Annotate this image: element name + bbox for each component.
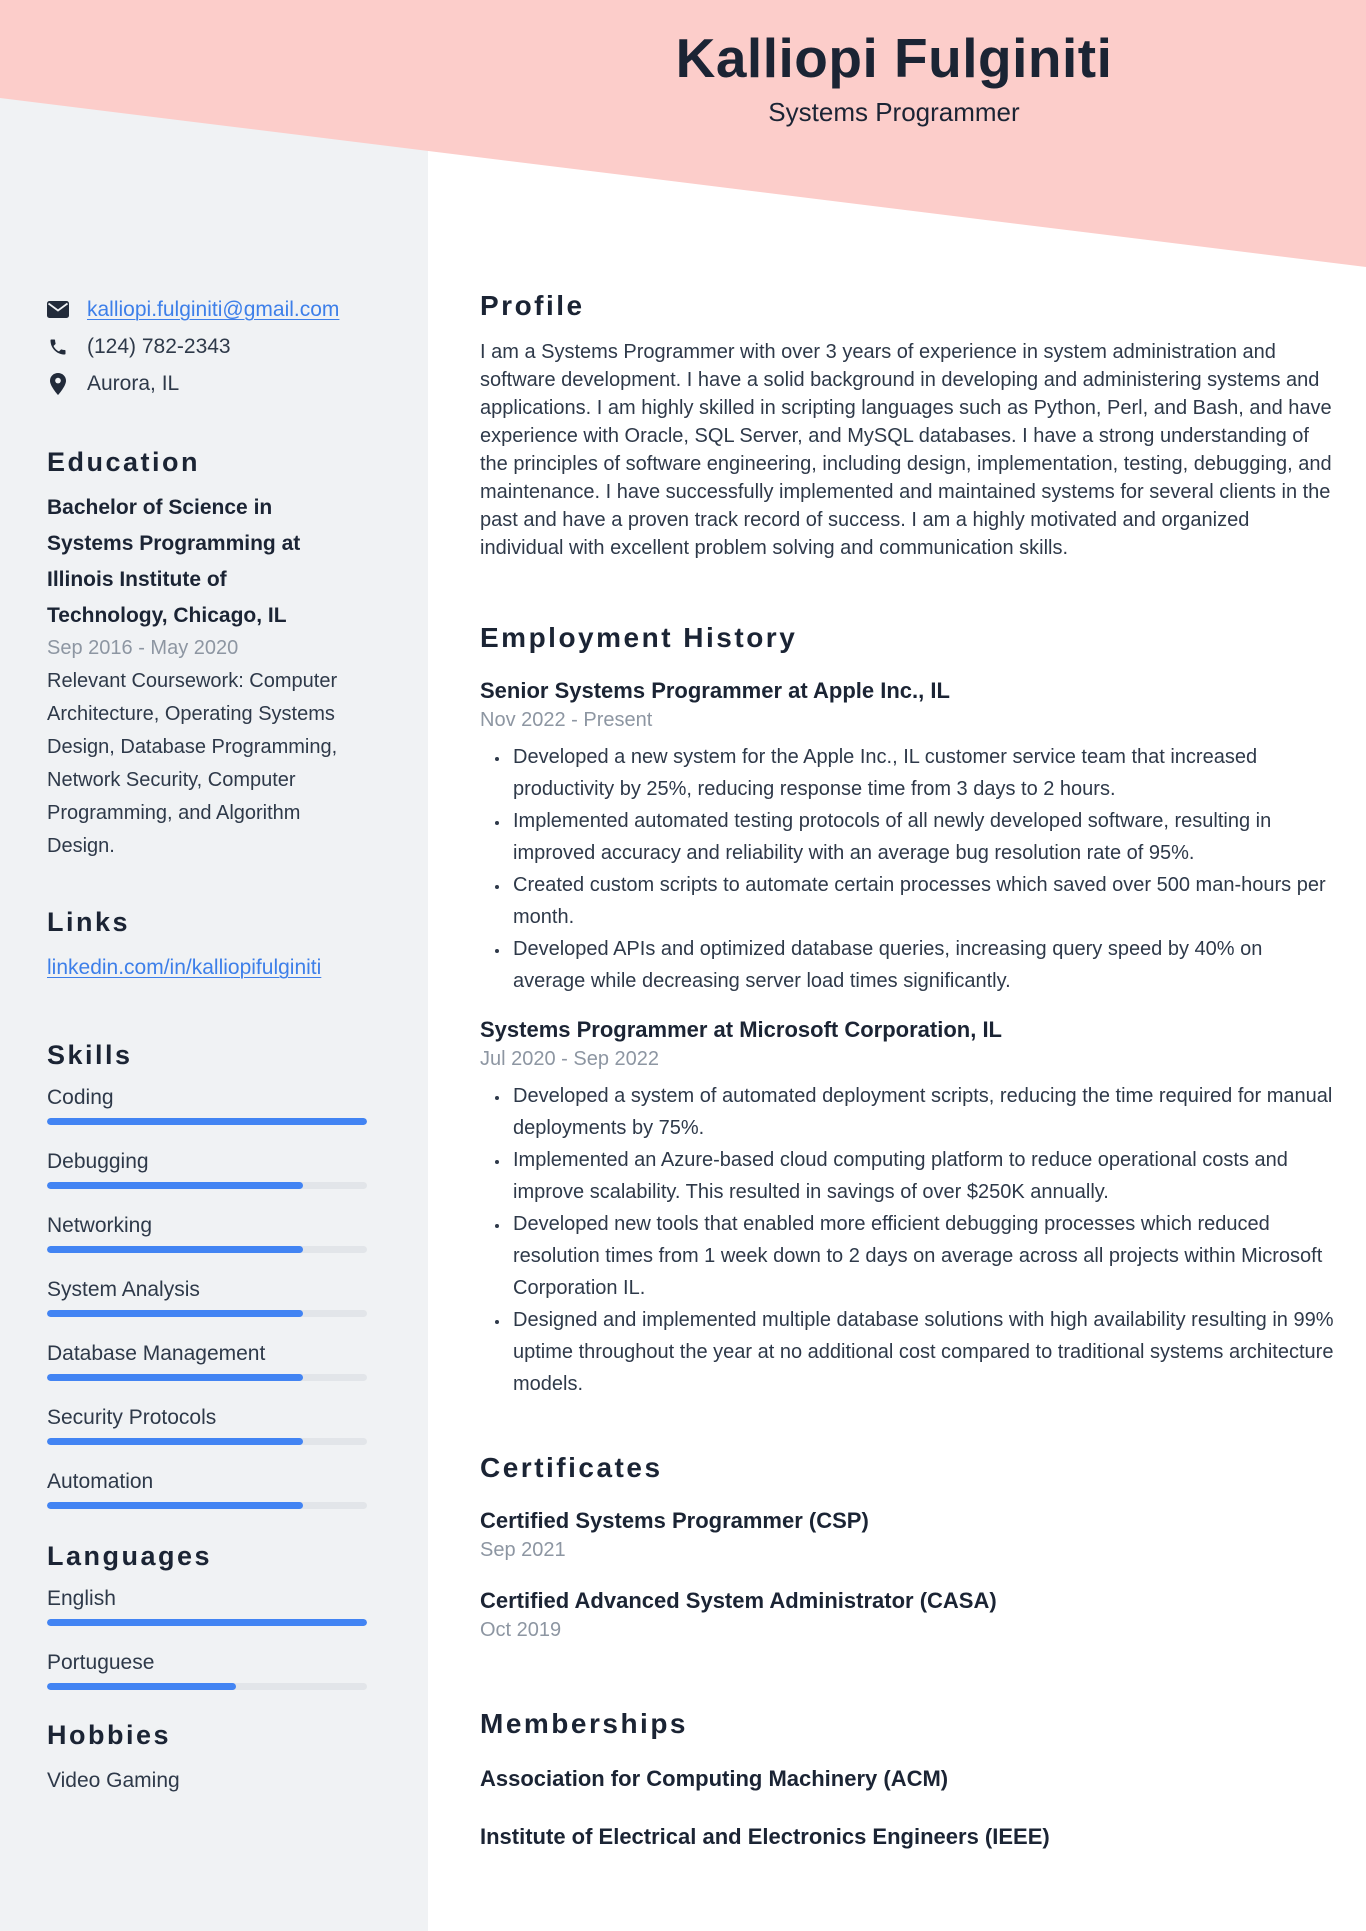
contact-location-row <box>47 370 384 397</box>
education-heading: Education <box>47 447 201 477</box>
profile-text: I am a Systems Programmer with over 3 years of experience in system administration and software development. I have a solid background in developing and administering systems and applications. I am highly skilled in scripting languages such as Python, Perl, and Bash, and have experience with Oracle, SQL Server, and MySQL databases. I have a strong understanding of the principles of software engineering, including design, implementation, testing, debugging, and maintenance. I have successfully implemented and maintained systems for several clients in the past and have a proven track record of success. I am a highly motivated and organized individual with excellent problem solving and communication skills. <box>480 341 1332 559</box>
profile-heading: Profile <box>480 290 585 321</box>
certificate-date: Sep 2021 <box>480 1539 566 1561</box>
membership-entry <box>480 1822 1336 1852</box>
job-bullet: • Implemented automated testing protocols of all newly developed software, resulting in improved accuracy and reliability with an average bug resolution rate of 95%. <box>510 805 1336 869</box>
languages-list <box>47 1586 384 1690</box>
skill-row <box>47 1213 384 1253</box>
certificate-title: Certified Systems Programmer (CSP) <box>480 1508 869 1533</box>
language-row-label: Portuguese <box>47 1651 155 1674</box>
phone-icon <box>47 336 69 358</box>
skill-row-bar-track <box>47 1374 367 1381</box>
main-content <box>480 0 1336 1852</box>
job-bullet: • Created custom scripts to automate certain processes which saved over 500 man-hours per month. <box>510 869 1336 933</box>
hobby-text: Video Gaming <box>47 1769 180 1792</box>
job-bullet-list <box>480 741 1336 997</box>
skill-row-bar-fill <box>47 1438 303 1445</box>
membership-title: Institute of Electrical and Electronics Engineers (IEEE) <box>480 1824 1050 1849</box>
job-bullet: • Designed and implemented multiple database solutions with high availability resulting in 99% uptime throughout the year at no additional cost compared to traditional systems architecture models. <box>510 1304 1336 1400</box>
skill-row <box>47 1405 384 1445</box>
phone-number: (124) 782-2343 <box>87 334 231 358</box>
skill-row-label: Coding <box>47 1086 114 1109</box>
skill-row-bar-track <box>47 1310 367 1317</box>
skill-row-label: System Analysis <box>47 1278 200 1301</box>
job-entry <box>480 1015 1336 1400</box>
page-title-role: Systems Programmer <box>768 96 1020 127</box>
skill-row-bar-fill <box>47 1502 303 1509</box>
sidebar <box>0 0 428 1931</box>
certificate-title: Certified Advanced System Administrator (CASA) <box>480 1588 997 1613</box>
links-heading: Links <box>47 907 131 937</box>
language-row-bar-track <box>47 1619 367 1626</box>
skills-heading: Skills <box>47 1040 133 1070</box>
language-row-label: English <box>47 1587 116 1610</box>
memberships-list <box>480 1764 1336 1852</box>
job-dates: Nov 2022 - Present <box>480 709 653 731</box>
certificates-heading: Certificates <box>480 1452 663 1483</box>
skill-row-bar-fill <box>47 1374 303 1381</box>
degree-title: Bachelor of Science in Systems Programming at Illinois Institute of Technology, Chicago, IL <box>47 496 301 627</box>
skill-row-label: Automation <box>47 1470 154 1493</box>
memberships-heading: Memberships <box>480 1708 688 1739</box>
languages-heading: Languages <box>47 1541 213 1571</box>
membership-title: Association for Computing Machinery (ACM) <box>480 1766 949 1791</box>
skill-row-label: Networking <box>47 1214 153 1237</box>
job-bullet: • Developed a system of automated deployment scripts, reducing the time required for manual deployments by 75%. <box>510 1080 1336 1144</box>
skill-row <box>47 1149 384 1189</box>
skill-row <box>47 1341 384 1381</box>
certificates-list <box>480 1506 1336 1642</box>
job-bullet: • Developed new tools that enabled more efficient debugging processes which reduced resolution times from 1 week down to 2 days on average across all projects within Microsoft Corporation IL. <box>510 1208 1336 1304</box>
membership-entry <box>480 1764 1336 1794</box>
skills-list <box>47 1085 384 1509</box>
email-link[interactable]: kalliopi.fulginiti@gmail.com <box>87 297 340 321</box>
skill-row-bar-track <box>47 1502 367 1509</box>
language-row <box>47 1650 384 1690</box>
employment-history-heading: Employment History <box>480 622 798 653</box>
certificate-entry <box>480 1506 1336 1562</box>
header <box>428 28 1360 128</box>
job-title: Senior Systems Programmer at Apple Inc., IL <box>480 678 950 703</box>
coursework-text: Relevant Coursework: Computer Architecture, Operating Systems Design, Database Programming, Network Security, Computer Programming, and Algorithm Design. <box>47 670 338 857</box>
language-row-bar-fill <box>47 1619 367 1626</box>
education-dates: Sep 2016 - May 2020 <box>47 637 239 659</box>
location-text: Aurora, IL <box>87 371 180 395</box>
contact-phone-row <box>47 333 384 360</box>
hobbies-heading: Hobbies <box>47 1720 172 1750</box>
skill-row-bar-track <box>47 1182 367 1189</box>
contact-email-row <box>47 296 384 323</box>
language-row-bar-track <box>47 1683 367 1690</box>
skill-row-bar-track <box>47 1246 367 1253</box>
certificate-entry <box>480 1586 1336 1642</box>
envelope-icon <box>47 299 69 321</box>
skill-row-label: Debugging <box>47 1150 149 1173</box>
skill-row-bar-fill <box>47 1182 303 1189</box>
skill-row-bar-fill <box>47 1118 367 1125</box>
job-bullet: • Developed APIs and optimized database queries, increasing query speed by 40% on average while decreasing server load times significantly. <box>510 933 1336 997</box>
certificate-date: Oct 2019 <box>480 1619 562 1641</box>
job-entry <box>480 676 1336 997</box>
skill-row-label: Database Management <box>47 1342 266 1365</box>
linkedin-link[interactable]: linkedin.com/in/kalliopifulginiti <box>47 956 322 979</box>
jobs-list <box>480 676 1336 1400</box>
skill-row-label: Security Protocols <box>47 1406 217 1429</box>
language-row-bar-fill <box>47 1683 236 1690</box>
job-bullet: • Implemented an Azure-based cloud computing platform to reduce operational costs and improve scalability. This resulted in savings of over $250K annually. <box>510 1144 1336 1208</box>
job-title: Systems Programmer at Microsoft Corporation, IL <box>480 1017 1002 1042</box>
skill-row-bar-fill <box>47 1310 303 1317</box>
skill-row-bar-track <box>47 1438 367 1445</box>
job-bullet-list <box>480 1080 1336 1400</box>
skill-row <box>47 1469 384 1509</box>
job-dates: Jul 2020 - Sep 2022 <box>480 1048 660 1070</box>
page-title-name: Kalliopi Fulginiti <box>675 27 1113 89</box>
language-row <box>47 1586 384 1626</box>
skill-row <box>47 1277 384 1317</box>
skill-row <box>47 1085 384 1125</box>
skill-row-bar-fill <box>47 1246 303 1253</box>
location-pin-icon <box>47 373 69 395</box>
skill-row-bar-track <box>47 1118 367 1125</box>
job-bullet: • Developed a new system for the Apple Inc., IL customer service team that increased productivity by 25%, reducing response time from 3 days to 2 hours. <box>510 741 1336 805</box>
